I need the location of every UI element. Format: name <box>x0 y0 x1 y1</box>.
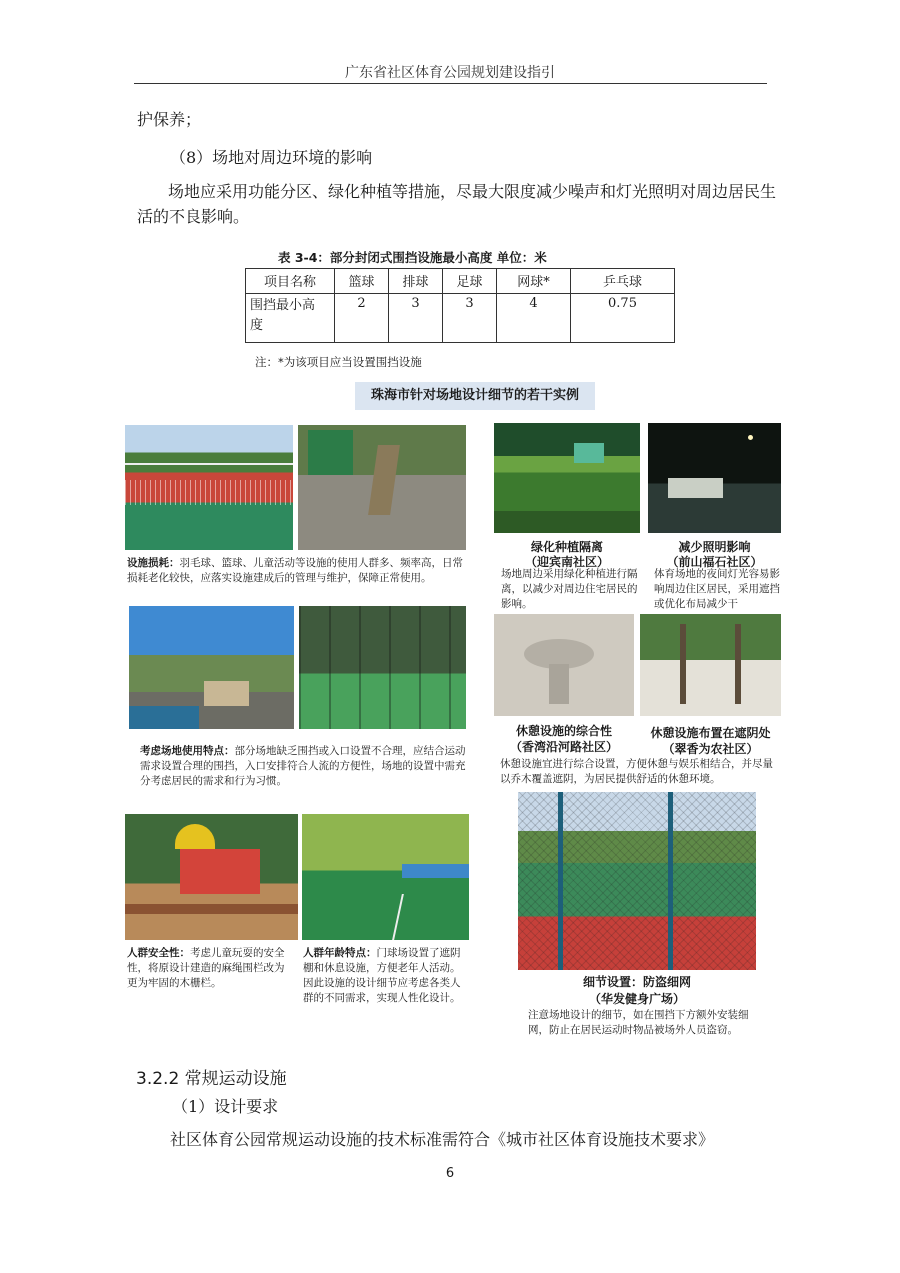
wear-label: 设施损耗： <box>127 557 180 569</box>
table-cell: 3 <box>389 294 443 343</box>
age-label: 人群年龄特点： <box>303 947 377 959</box>
green-buffer-photo <box>494 423 640 533</box>
header-rule <box>134 83 767 84</box>
table-cell: 2 <box>335 294 389 343</box>
gateball-court-photo <box>302 814 469 940</box>
table-header-cell: 网球* <box>497 269 571 294</box>
section-paragraph: 社区体育公园常规运动设施的技术标准需符合《城市社区体育设施技术要求》 <box>170 1130 715 1149</box>
green-title: 绿化种植隔离 <box>530 540 603 554</box>
row-label-line-1: 围挡最小高 <box>250 298 316 313</box>
fenced-court-photo <box>299 606 466 729</box>
rest1-subtitle: （香湾沿河路社区） <box>509 740 618 754</box>
site-entrance-photo <box>129 606 294 729</box>
table-note: 注：*为该项目应当设置围挡设施 <box>255 355 422 369</box>
table-header-row <box>246 269 675 294</box>
night-lighting-photo <box>648 423 781 533</box>
safety-text: 考虑儿童玩耍的安全性，将原设计建造的麻绳围栏改为更为牢固的木栅栏。 <box>127 947 285 989</box>
slide-photo <box>298 425 466 550</box>
court-wear-photo <box>125 425 293 550</box>
safety-label: 人群安全性： <box>127 947 190 959</box>
examples-banner: 珠海市针对场地设计细节的若干实例 <box>355 382 595 410</box>
row-label-line-2: 度 <box>250 318 264 333</box>
rest2-subtitle: （翠香为农社区） <box>662 742 759 756</box>
light-text: 体育场地的夜间灯光容易影响周边住区居民，采用遮挡或优化布局减少干 <box>654 568 780 610</box>
green-text: 场地周边采用绿化种植进行隔离，以减少对周边住宅居民的影响。 <box>501 568 638 610</box>
section-subheading: （1）设计要求 <box>172 1097 279 1116</box>
anti-theft-net-photo <box>518 792 756 970</box>
safety-caption <box>127 946 294 991</box>
table-header-cell: 乒乓球 <box>571 269 675 294</box>
section-heading: 3.2.2 常规运动设施 <box>136 1069 287 1089</box>
rest1-title: 休憩设施的综合性 <box>515 724 612 738</box>
light-title: 减少照明影响 <box>678 540 751 554</box>
table-header-cell: 项目名称 <box>246 269 335 294</box>
green-subtitle: （迎宾南社区） <box>524 555 609 569</box>
item-8-heading: （8）场地对周边环境的影响 <box>170 148 373 167</box>
light-subtitle: （前山福石社区） <box>666 555 763 569</box>
paragraph-line-1: 场地应采用功能分区、绿化种植等措施，尽最大限度减少噪声和灯光照明对周边居民生 <box>168 182 777 201</box>
table-row <box>246 294 675 343</box>
usage-caption <box>140 744 470 789</box>
usage-label: 考虑场地使用特点： <box>140 745 235 757</box>
paragraph-line-2: 活的不良影响。 <box>137 207 250 226</box>
table-header-cell: 篮球 <box>335 269 389 294</box>
table-cell: 4 <box>497 294 571 343</box>
table-cell: 0.75 <box>571 294 675 343</box>
page-number: 6 <box>445 1166 455 1181</box>
net-subtitle: （华发健身广场） <box>588 992 685 1006</box>
net-text: 注意场地设计的细节，如在围挡下方额外安装细网，防止在居民运动时物品被场外人员盗窃。 <box>528 1009 749 1036</box>
wear-text: 羽毛球、篮球、儿童活动等设施的使用人群多、频率高，日常损耗老化较快，应落实设施建成后的管理与维护，保障正常使用。 <box>127 557 463 584</box>
table-cell: 3 <box>443 294 497 343</box>
usage-text: 部分场地缺乏围挡或入口设置不合理，应结合运动需求设置合理的围挡，入口安排符合人流的方便性，场地的设置中需充分考虑居民的需求和行为习惯。 <box>140 745 466 787</box>
rest2-title: 休憩设施布置在遮阴处 <box>650 726 771 740</box>
page-header: 广东省社区体育公园规划建设指引 <box>345 65 555 81</box>
age-caption <box>303 946 470 1006</box>
age-text: 门球场设置了遮阴棚和休息设施，方便老年人活动。因此设施的设计细节应考虑各类人群的不同需求，实现人性化设计。 <box>303 947 461 1004</box>
wear-caption <box>127 556 470 586</box>
shaded-rest-photo <box>640 614 781 716</box>
stone-table-photo <box>494 614 634 716</box>
table-header-cell: 足球 <box>443 269 497 294</box>
continued-text: 护保养； <box>137 110 202 129</box>
playground-photo <box>125 814 298 940</box>
table-header-cell: 排球 <box>389 269 443 294</box>
net-title: 细节设置：防盗细网 <box>582 975 691 989</box>
table-caption: 表 3-4：部分封闭式围挡设施最小高度 单位：米 <box>278 250 547 265</box>
table-row-label <box>246 294 335 343</box>
rest-text: 休憩设施宜进行综合设置，方便休憩与娱乐相结合，并尽量以乔木覆盖遮阴，为居民提供舒适的休憩环境。 <box>500 758 773 785</box>
height-table <box>245 268 675 343</box>
